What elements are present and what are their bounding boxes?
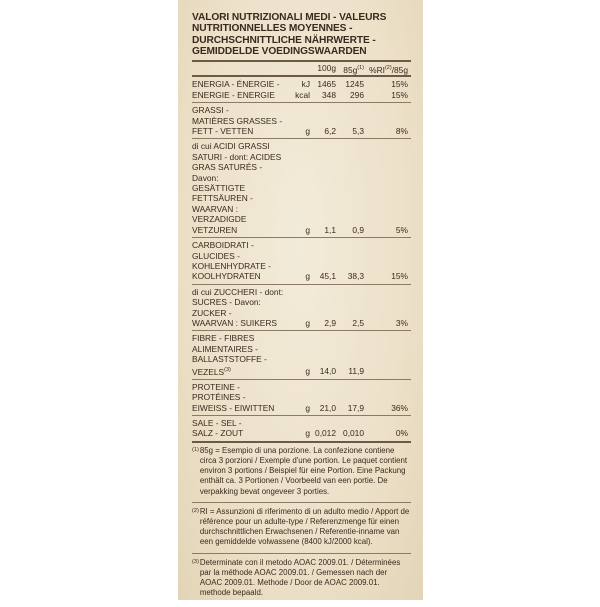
table-row: ENERGIA - ÉNERGIE - kJ 1465 1245 15%: [192, 79, 408, 90]
saturates-block: [192, 139, 411, 237]
footnote: (2) RI = Assunzioni di riferimento di un adulto medio / Apport de référence pour un adulte-type / Referenzmenge für einen durchschnittlichen Erwachsenen / Referentie-inname van een gemiddelde volwassene (8400 kJ/2000 kcal).: [192, 506, 410, 547]
table-row: di cui ZUCCHERI - dont: SUCRES - Davon: ZUCKER - WAARVAN : SUIKERS g 2,9 2,5 3%: [192, 286, 408, 328]
carbohydrate-block: [192, 238, 411, 284]
table-row: FIBRE - FIBRES ALIMENTAIRES - BALLASTSTOFFE - VEZELS$^{(3)}$ g 14,0 11,9: [192, 333, 364, 377]
header-100g: 100g: [317, 62, 336, 73]
table-row: ENERGIE - ENERGIE kcal 348 296 15%: [192, 89, 408, 100]
table-row: SALE - SEL - SALZ - ZOUT g 0,012 0,010 0%: [192, 418, 408, 439]
nutrition-label-panel: [178, 0, 423, 600]
table-row: di cui ACIDI GRASSI SATURI - dont: ACIDES GRAS SATURÉS - Davon: GESÄTTIGTE FETTSÄUREN - WAARVAN : VERZADIGDE VETZUREN g 1,1 0,9 5%: [192, 141, 408, 235]
footnotes: [192, 443, 411, 607]
footnote: (3) Determinate con il metodo AOAC 2009.01. / Déterminées par la méthode AOAC 2009.01. / Gemessen nach der AOAC 2009.01. Methode / Door de AOAC 2009.01. methode bepaald.: [192, 557, 401, 598]
table-row: CARBOIDRATI - GLUCIDES - KOHLENHYDRATE - KOOLHYDRATEN g 45,1 38,3 15%: [192, 240, 408, 282]
divider: [192, 502, 411, 503]
divider: [192, 553, 411, 554]
sugars-block: [192, 285, 411, 331]
table-row: GRASSI - MATIÈRES GRASSES - FETT - VETTEN g 6,2 5,3 8%: [192, 105, 408, 137]
energy-block: [192, 77, 411, 102]
footnote: (1) 85g = Esempio di una porzione. La confezione contiene circa 3 porzioni / Exemple d'une portion. Le paquet contient environ 3 portions / Beispiel für eine Portion. Eine Packung enthält ca. 3 Portionen / Voorbeeld van een portie. De verpakking bevat ongeveer 3 porties.: [192, 445, 408, 496]
salt-block: [192, 416, 411, 441]
nutrition-title: VALORI NUTRIZIONALI MEDI - VALEURS NUTRITIONNELLES MOYENNES - DURCHSCHNITTLICHE NÄHRWERTE - GEMIDDELDE VOEDINGSWAARDEN: [192, 12, 387, 58]
header-85g: $85g^{(1)}$: [343, 64, 364, 75]
fibre-block: [192, 331, 411, 378]
column-header-row: [192, 62, 411, 76]
header-ri: %RI$^{(2)}$/85g: [369, 64, 408, 75]
fat-block: [192, 103, 411, 138]
protein-block: [192, 380, 411, 415]
table-row: PROTEINE - PROTÉINES - EIWEISS - EIWITTEN g 21,0 17,9 36%: [192, 381, 408, 413]
